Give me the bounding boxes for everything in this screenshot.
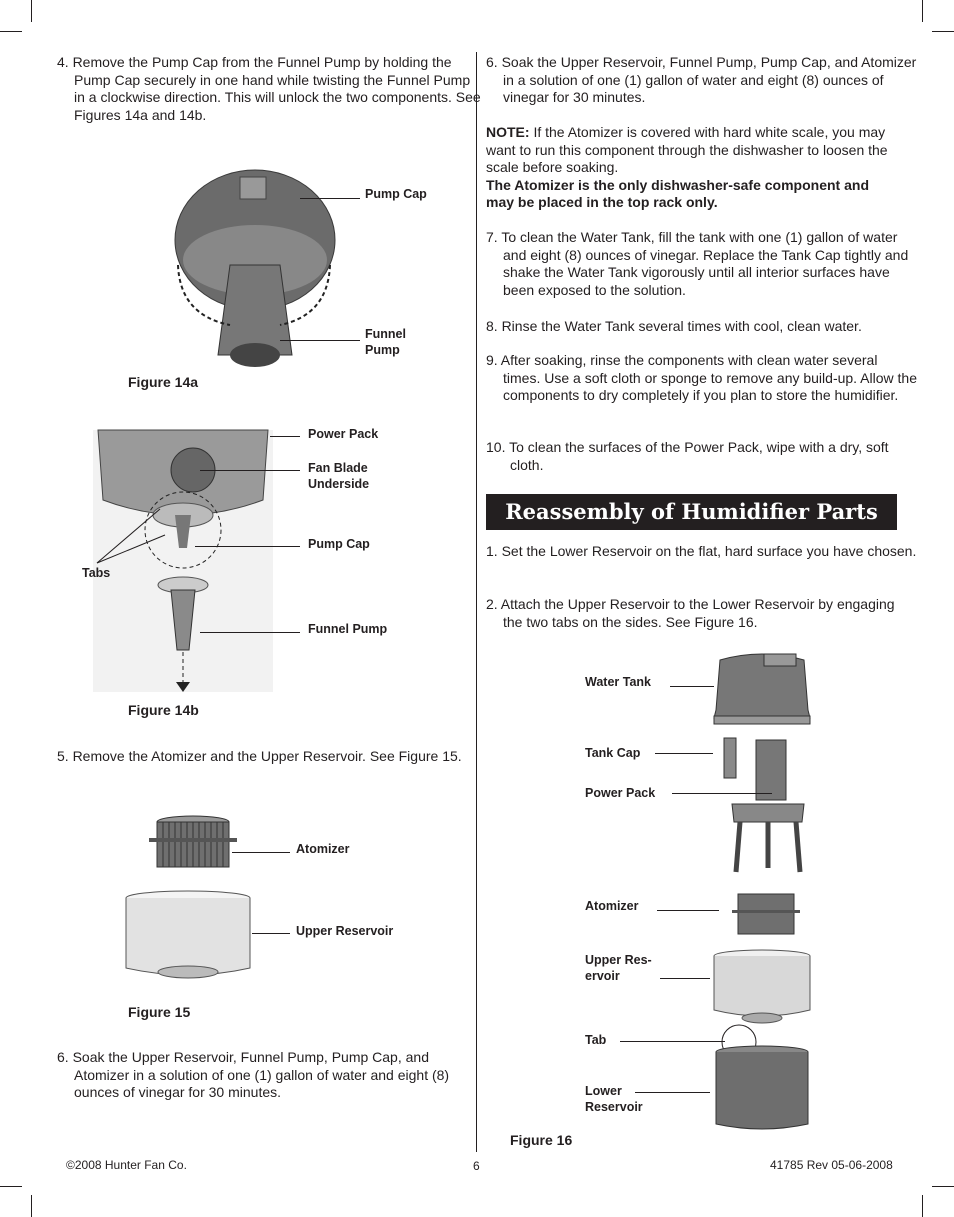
leader-line	[232, 852, 290, 853]
atomizer-illustration	[147, 814, 239, 870]
upper-reservoir-illustration	[124, 890, 252, 980]
tab-label: Tab	[585, 1033, 607, 1047]
step-8-text: 8. Rinse the Water Tank several times with cool, clean water.	[486, 318, 862, 334]
footer-page-number: 6	[473, 1159, 480, 1173]
crop-mark	[932, 31, 954, 32]
leader-line	[200, 470, 300, 471]
leader-line	[635, 1092, 710, 1093]
leader-line	[270, 436, 300, 437]
exploded-assembly-illustration	[712, 648, 812, 1133]
tank-cap-label: Tank Cap	[585, 746, 641, 760]
leader-line	[195, 546, 300, 547]
step-6-text-left: 6. Soak the Upper Reservoir, Funnel Pump, Pump Cap, and Atomizer in a solution of one (1) gallon of water and eight (8) ounces of vinegar for 30 minutes.	[57, 1049, 450, 1100]
leader-line	[280, 340, 360, 341]
section-heading: Reassembly of Humidifier Parts	[486, 494, 897, 530]
footer-revision: 41785 Rev 05-06-2008	[770, 1158, 893, 1172]
tabs-leader-lines	[95, 505, 175, 565]
power-pack-label: Power Pack	[308, 427, 379, 441]
note-bold: The Atomizer is the only dishwasher-safe component and may be placed in the top rack only.	[486, 176, 869, 210]
leader-line	[252, 933, 290, 934]
crop-mark	[922, 1195, 923, 1217]
column-divider	[476, 52, 477, 1152]
power-pack-label: Power Pack	[585, 786, 656, 800]
tabs-label: Tabs	[82, 566, 111, 580]
crop-mark	[31, 0, 32, 22]
leader-line	[620, 1041, 725, 1042]
note-text	[486, 124, 896, 212]
crop-mark	[31, 1195, 32, 1217]
atomizer-label: Atomizer	[585, 899, 639, 913]
funnel-pump-label-2: Pump	[365, 343, 400, 357]
figure-14a-caption: Figure 14a	[128, 374, 199, 390]
fan-blade-label-2: Underside	[308, 477, 370, 491]
funnel-pump-label: Funnel Pump	[308, 622, 388, 636]
atomizer-label: Atomizer	[296, 842, 350, 856]
leader-line	[655, 753, 713, 754]
lower-reservoir-label-2: Reservoir	[585, 1100, 643, 1114]
pump-cap-label: Pump Cap	[308, 537, 370, 551]
funnel-pump-label-1: Funnel	[365, 327, 406, 341]
reassembly-step-1: 1. Set the Lower Reservoir on the flat, hard surface you have chosen.	[486, 543, 917, 559]
figure-14b-caption: Figure 14b	[128, 702, 199, 718]
reassembly-step-2: 2. Attach the Upper Reservoir to the Lower Reservoir by engaging the two tabs on the sides. See Figure 16.	[486, 596, 895, 630]
leader-line	[657, 910, 719, 911]
water-tank-label: Water Tank	[585, 675, 651, 689]
crop-mark	[0, 1186, 22, 1187]
step-6-text-right: 6. Soak the Upper Reservoir, Funnel Pump, Pump Cap, and Atomizer in a solution of one (1) gallon of water and eight (8) ounces of vinegar for 30 minutes.	[486, 54, 917, 105]
figure-15-caption: Figure 15	[128, 1004, 191, 1020]
leader-line	[670, 686, 714, 687]
leader-line	[660, 978, 710, 979]
pump-cap-label: Pump Cap	[365, 187, 427, 201]
upper-reservoir-label-2: ervoir	[585, 969, 620, 983]
leader-line	[200, 632, 300, 633]
step-5-text: 5. Remove the Atomizer and the Upper Reservoir. See Figure 15.	[57, 748, 462, 764]
crop-mark	[0, 31, 22, 32]
upper-reservoir-label-1: Upper Res-	[585, 953, 652, 967]
step-10-text: 10. To clean the surfaces of the Power Pack, wipe with a dry, soft cloth.	[486, 439, 889, 473]
step-9-text: 9. After soaking, rinse the components with clean water several times. Use a soft cloth or sponge to remove any build-up. Allow the components to dry completely if you plan to store the humidifier.	[486, 352, 917, 403]
leader-line	[300, 198, 360, 199]
note-label: NOTE:	[486, 124, 530, 140]
step-4-text: 4. Remove the Pump Cap from the Funnel Pump by holding the Pump Cap securely in one hand while twisting the Funnel Pump in a clockwise direction. This will unlock the two components. See Figures 14a and 14b.	[57, 54, 481, 123]
figure-16-caption: Figure 16	[510, 1132, 573, 1148]
leader-line	[672, 793, 772, 794]
upper-reservoir-label: Upper Reservoir	[296, 924, 394, 938]
footer-copyright: ©2008 Hunter Fan Co.	[66, 1158, 187, 1172]
fan-blade-label-1: Fan Blade	[308, 461, 368, 475]
crop-mark	[932, 1186, 954, 1187]
step-7-text: 7. To clean the Water Tank, fill the tank with one (1) gallon of water and eight (8) ounces of vinegar. Replace the Tank Cap tightly and shake the Water Tank vigorously until all interior surfaces have been exposed to the solution.	[486, 229, 909, 298]
note-body: If the Atomizer is covered with hard white scale, you may want to run this component through the dishwasher to loosen the scale before soaking.	[486, 124, 888, 175]
crop-mark	[922, 0, 923, 22]
lower-reservoir-label-1: Lower	[585, 1084, 622, 1098]
